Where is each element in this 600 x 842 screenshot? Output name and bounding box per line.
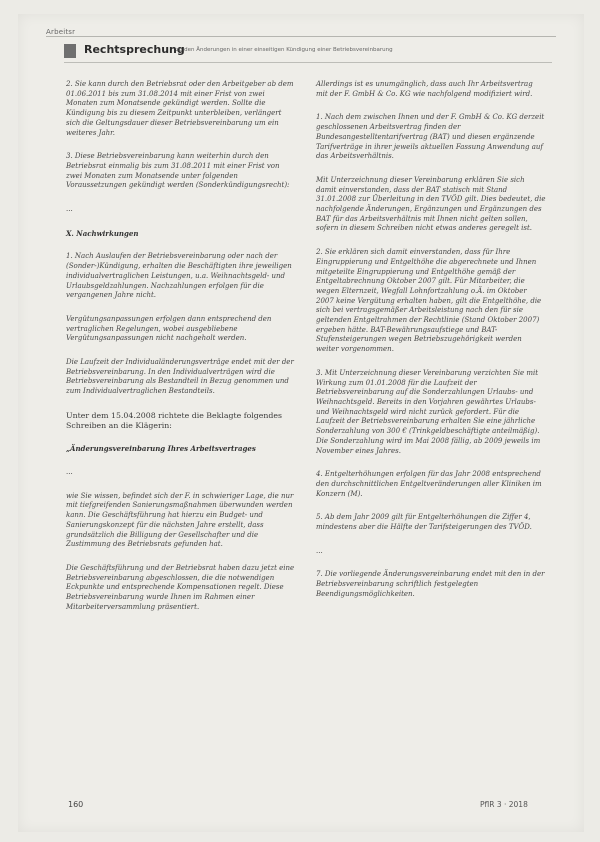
quoted-paragraph: Vergütungsanpassungen erfolgen dann entsprechend den vertraglichen Regelungen, wobei ausgebliebene Vergütungsanpassungen nicht nachgeholt werden. [66,314,272,343]
journal-citation: PflR 3 · 2018 [480,800,528,809]
quoted-paragraph: 1. Nach Auslaufen der Betriebsvereinbarung oder nach der (Sonder-)Kündigung, erhalten die Beschäftigten ihre jeweiligen individualvertraglichen Leistungen, u.a. Weihnachtsgeld- und Urlaubsgeldzahlungen. Nachzahlungen erfolgen für die vergangenen Jahre nicht. [66,252,292,300]
page-subtitle: zu den Änderungen in einer einseitigen Kündigung einer Betriebsvereinbarung [176,47,393,53]
quoted-paragraph: 2. Sie kann durch den Betriebsrat oder den Arbeitgeber ab dem 01.06.2011 bis zum 31.08.2014 mit einer Frist von zwei Monaten zum Monatsende gekündigt werden. Sollte die Kündigung bis zu diesem Zeitpunkt unterbleiben, verlängert sich die Geltungsdauer dieser Betriebsvereinbarung um ein weiteres Jahr. [66,80,294,137]
quoted-paragraph: 1. Nach dem zwischen Ihnen und der F. GmbH & Co. KG derzeit geschlossenen Arbeitsvertrag finden der Bundesangestelltentarifvertrag (BAT) und diesen ergänzende Tarifverträge in ihrer jeweils aktuellen Fassung Anwendung auf das Arbeitsverhältnis. [316,113,545,161]
header-rule [64,62,552,63]
section-heading: X. Nachwirkungen [66,228,139,238]
section-heading: „Änderungsvereinbarung Ihres Arbeitsvertrages [66,444,256,454]
right-column [316,80,546,614]
ellipsis-marker: ... [66,205,73,214]
left-column [66,80,296,626]
ellipsis-marker: ... [66,467,73,476]
page-title: Rechtsprechung [84,43,185,56]
body-paragraph: Unter dem 15.04.2008 richtete die Beklagte folgendes Schreiben an die Klägerin: [66,410,283,430]
header-divider [46,36,556,37]
quoted-paragraph: Mit Unterzeichnung dieser Vereinbarung erklären Sie sich damit einverstanden, dass der BAT statisch mit Stand 31.01.2008 zur Überleitung in den TVÖD gilt. Dies bedeutet, die nachfolgende Änderungen, Ergänzungen und Ergänzungen des BAT für das Arbeitsverhältnis mit Ihnen nicht gelten sollen, sofern in diesem Schreiben nicht etwas anderes geregelt ist. [316,175,546,233]
quoted-paragraph: wie Sie wissen, befindet sich der F. in schwieriger Lage, die nur mit tiefgreifenden Sanierungsmaßnahmen überwunden werden kann. Die Geschäftsführung hat hierzu ein Budget- und Sanierungskonzept für die nächsten Jahre erstellt, dass grundsätzlich die Billigung der Gesellschafter und die Zustimmung des Betriebsrats gefunden hat. [66,491,294,549]
quoted-paragraph: 3. Mit Unterzeichnung dieser Vereinbarung verzichten Sie mit Wirkung zum 01.01.2008 für die Laufzeit der Betriebsvereinbarung auf die Sonderzahlungen Urlaubs- und Weihnachtsgeld. Bereits in den Vorjahren gewährtes Urlaubs- und Weihnachtsgeld wird nicht zurück gefordert. Für die Laufzeit der Betriebsvereinbarung erhalten Sie eine jährliche Sonderzahlung von 300 € (Trinkgeldbeschäftigte anteilmäßig). Die Sonderzahlung wird im Mai 2008 fällig, ab 2009 jeweils im November eines Jahres. [316,368,541,455]
section-tag: Arbeitsr [46,28,76,36]
quoted-paragraph: Die Laufzeit der Individualänderungsverträge endet mit der der Betriebsvereinbarung. In den Individualverträgen wird die Betriebsvereinbarung als Bestandteil in Bezug genommen und zum Individualvertraglichen Bestandteils. [66,358,294,396]
quoted-paragraph: 7. Die vorliegende Änderungsvereinbarung endet mit den in der Betriebsvereinbarung schriftlich festgelegten Beendigungsmöglichkeiten. [316,570,545,598]
quoted-paragraph: 5. Ab dem Jahr 2009 gilt für Entgelterhöhungen die Ziffer 4, mindestens aber die Hälfte der Tarifsteigerungen des TVÖD. [316,513,532,532]
page-number: 160 [68,800,84,809]
quoted-paragraph: Die Geschäftsführung und der Betriebsrat haben dazu jetzt eine Betriebsvereinbarung abgeschlossen, die die notwendigen Eckpunkte und entsprechende Kompensationen regelt. Diese Betriebsvereinbarung wurde Ihnen im Rahmen einer Mitarbeiterversammlung präsentiert. [66,563,295,611]
quoted-paragraph: 3. Diese Betriebsvereinbarung kann weiterhin durch den Betriebsrat einmalig bis zum 31.08.2011 mit einer Frist von zwei Monaten zum Monatsende unter folgenden Voraussetzungen gekündigt werden (Sonderkündigungsrecht): [66,152,290,190]
header-marker-block [64,44,76,58]
ellipsis-marker: ... [316,546,323,555]
quoted-paragraph: 4. Entgelterhöhungen erfolgen für das Jahr 2008 entsprechend den durchschnittlichen Entgeltveränderungen aller Kliniken im Konzern (M). [316,470,542,498]
quoted-paragraph: Allerdings ist es unumgänglich, dass auch Ihr Arbeitsvertrag mit der F. GmbH & Co. KG wie nachfolgend modifiziert wird. [316,80,533,98]
quoted-paragraph: 2. Sie erklären sich damit einverstanden, dass für Ihre Eingruppierung und Entgelthöhe die abgerechnete und Ihnen mitgeteilte Eingruppierung und Entgelthöhe gemäß der Entgeltabrechnung Oktober 2007 gilt. Für Mitarbeiter, die wegen Elternzeit, Wegfall Lohnfortzahlung o.Ä. im Oktober 2007 keine Vergütung erhalten haben, gilt die Entgelthöhe, die sich bei vertragsgemäßer Arbeitsleistung nach den für sie geltenden Entgeltrahmen der Rechtlinie (Stand Oktober 2007) ergeben hätte. BAT-Bewährungsaufstiege und BAT-Stufensteigerungen wegen Betriebszugehörigkeit werden weiter vorgenommen. [316,248,542,354]
